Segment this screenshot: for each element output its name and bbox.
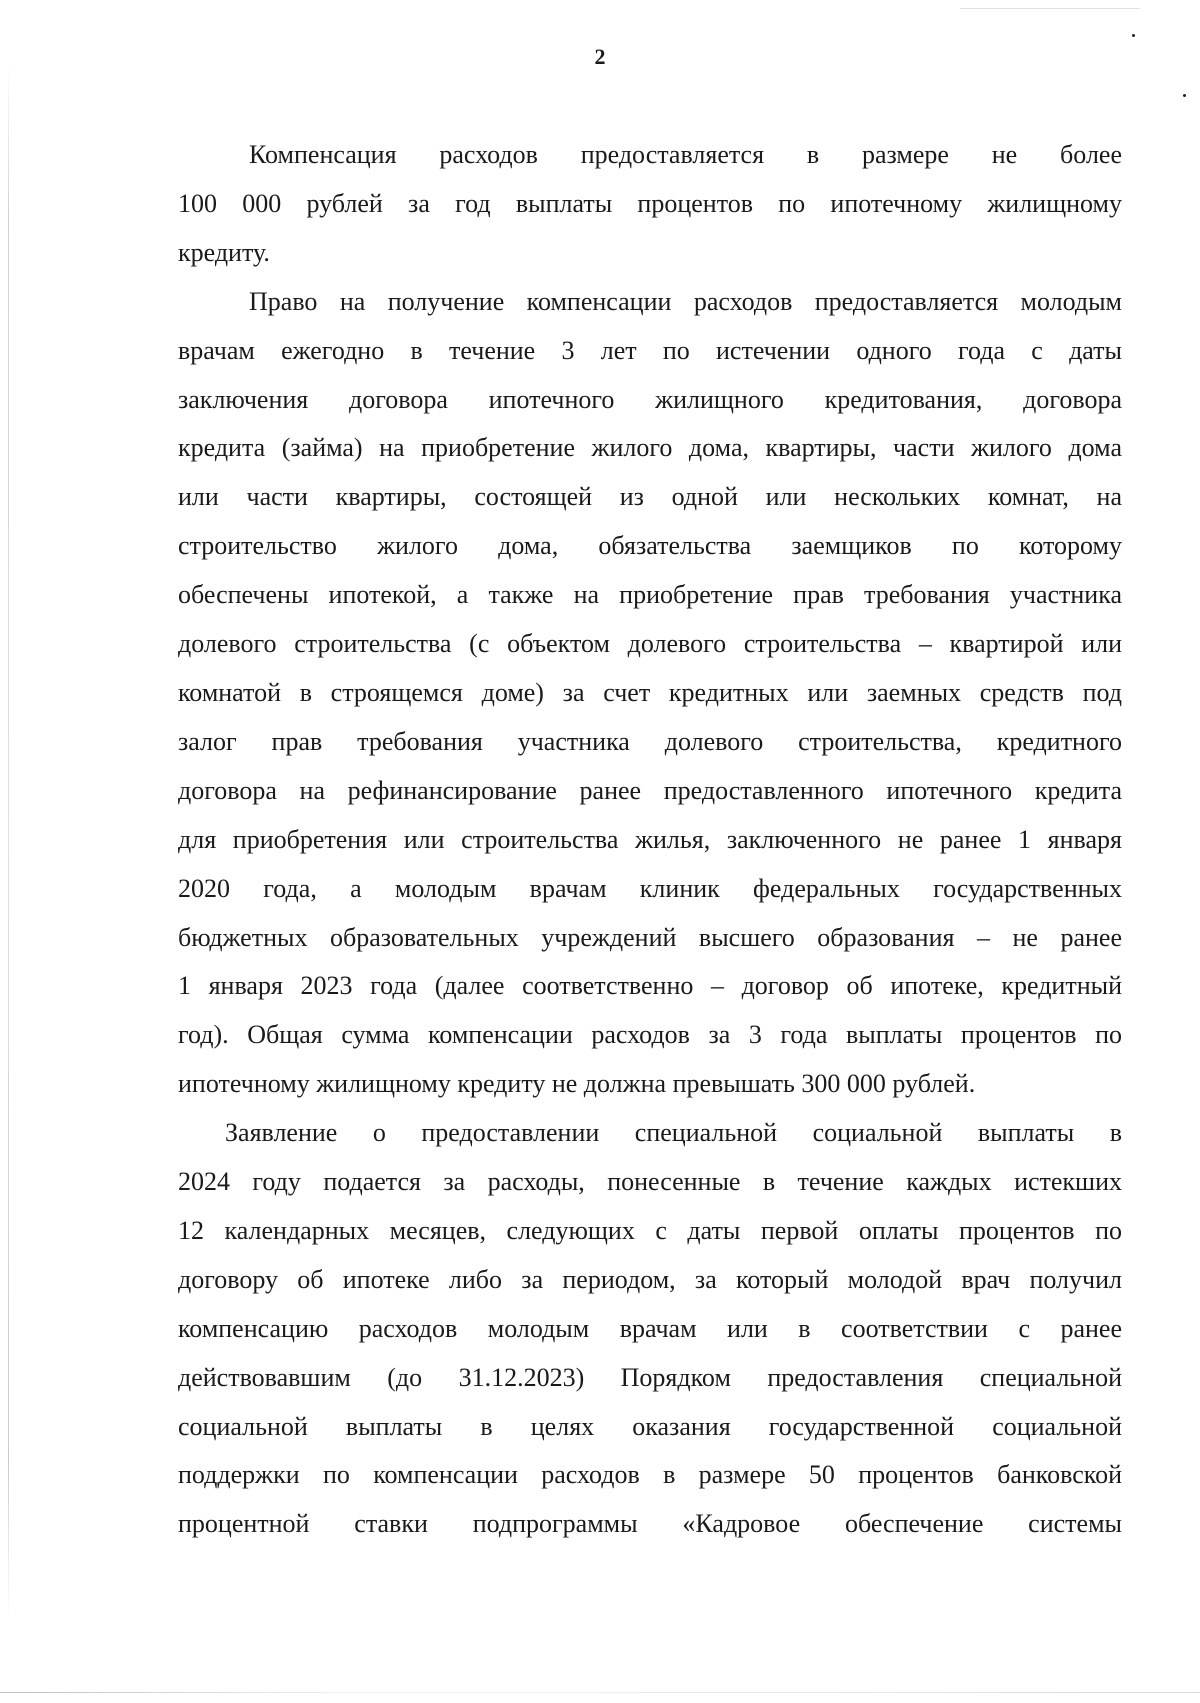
text-line: залог прав требования участника долевого строительства, кредитного [178,726,1122,756]
scan-speck [1183,94,1186,97]
scan-edge-bottom [0,1692,1200,1693]
text-line: для приобретения или строительства жилья, заключенного не ранее 1 января [178,824,1122,854]
body-text [178,131,1122,1549]
scan-speck [1132,34,1135,37]
page-number: 2 [594,44,606,69]
text-line: социальной выплаты в целях оказания государственной социальной [178,1411,1122,1441]
text-line: комнатой в строящемся доме) за счет кредитных или заемных средств под [178,677,1122,707]
text-line: врачам ежегодно в течение 3 лет по истечении одного года с даты [178,335,1122,365]
text-line: 2020 года, а молодым врачам клиник федеральных государственных [178,873,1122,903]
text-line: Заявление о предоставлении специальной социальной выплаты в [225,1118,1122,1148]
text-line: договора на рефинансирование ранее предоставленного ипотечного кредита [178,775,1122,805]
text-line: бюджетных образовательных учреждений высшего образования – не ранее [178,922,1122,952]
text-line: 1 января 2023 года (далее соответственно – договор об ипотеке, кредитный [178,971,1122,1001]
text-line: Право на получение компенсации расходов предоставляется молодым [249,286,1122,316]
scan-edge-top [960,8,1140,9]
text-line: 2024 году подается за расходы, понесенные в течение каждых истекших [178,1167,1122,1197]
text-line: кредита (займа) на приобретение жилого дома, квартиры, части жилого дома [178,433,1122,463]
text-line: или части квартиры, состоящей из одной или нескольких комнат, на [178,482,1122,512]
text-line: действовавшим (до 31.12.2023) Порядком предоставления специальной [178,1362,1122,1392]
text-line: заключения договора ипотечного жилищного кредитования, договора [178,384,1122,414]
text-line: Компенсация расходов предоставляется в размере не более [249,140,1122,169]
text-line: договору об ипотеке либо за периодом, за который молодой врач получил [178,1264,1122,1294]
text-line: 12 календарных месяцев, следующих с даты первой оплаты процентов по [178,1215,1122,1245]
text-line: строительство жилого дома, обязательства заемщиков по которому [178,531,1122,561]
text-line: компенсацию расходов молодым врачам или в соответствии с ранее [178,1313,1122,1343]
text-line: долевого строительства (с объектом долевого строительства – квартирой или [178,629,1122,659]
scan-edge-left [8,60,9,1620]
text-line: ипотечному жилищному кредиту не должна превышать 300 000 рублей. [178,1069,976,1099]
text-line: год). Общая сумма компенсации расходов за 3 года выплаты процентов по [178,1020,1122,1050]
text-line: обеспечены ипотекой, а также на приобретение прав требования участника [178,580,1122,610]
text-line: процентной ставки подпрограммы «Кадровое обеспечение системы [178,1509,1122,1539]
text-line: 100 000 рублей за год выплаты процентов по ипотечному жилищному [178,188,1122,218]
text-line: поддержки по компенсации расходов в размере 50 процентов банковской [178,1460,1122,1490]
text-line: кредиту. [178,237,270,267]
